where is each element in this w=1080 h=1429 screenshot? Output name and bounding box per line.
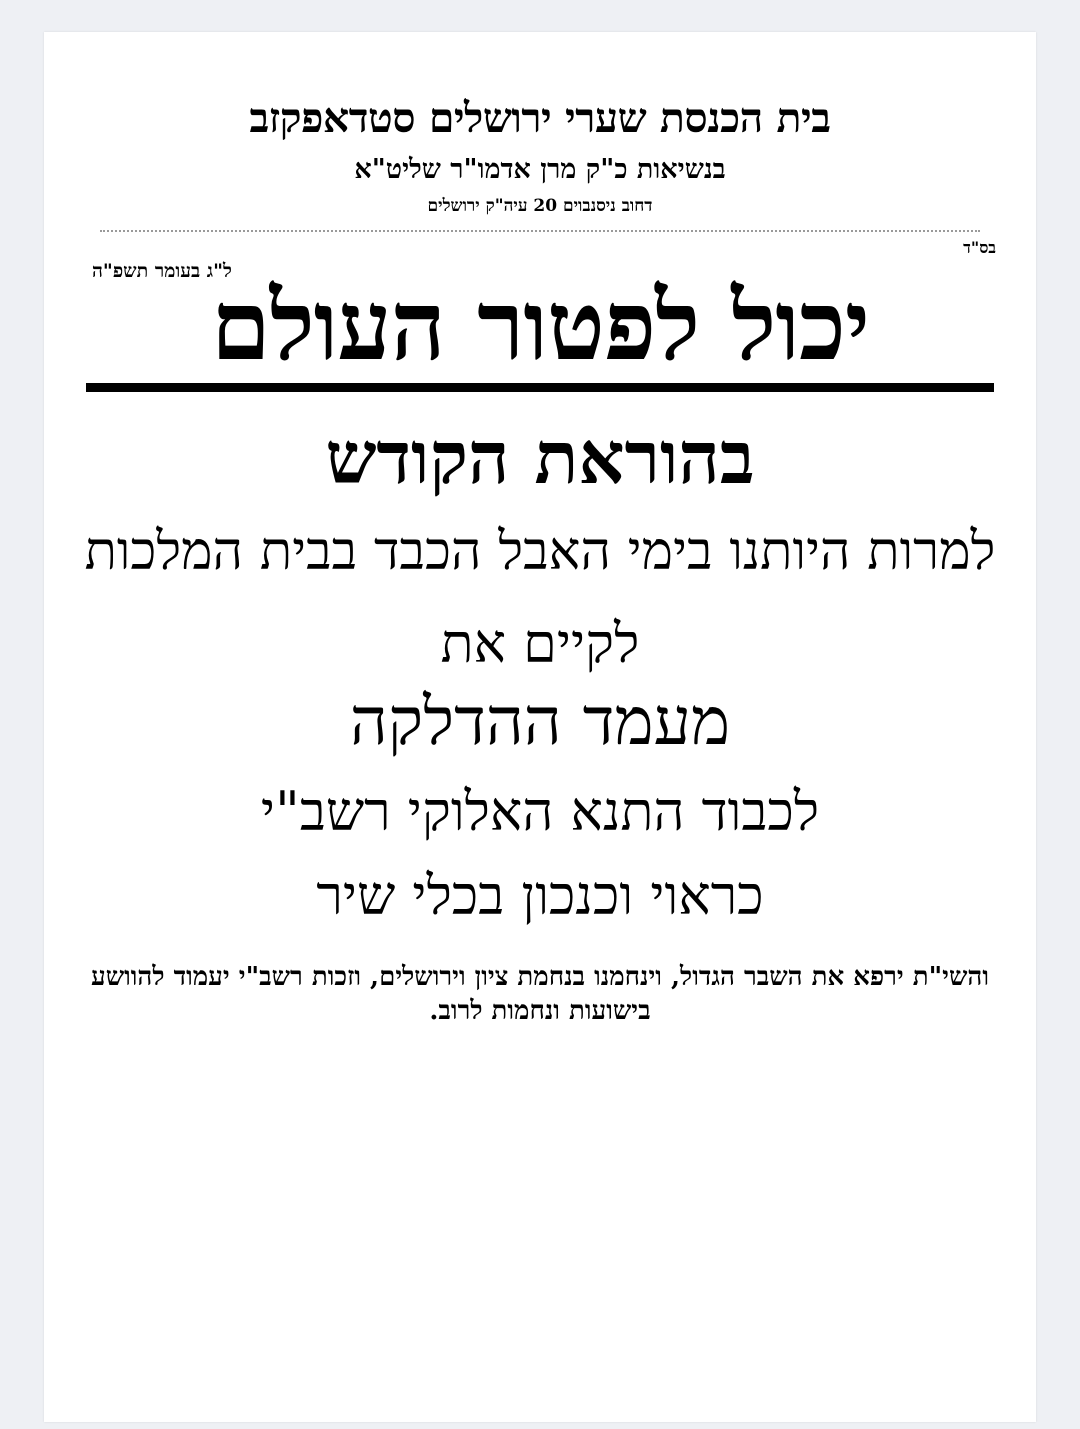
subheadline: בהוראת הקודש	[325, 414, 755, 500]
flyer-page	[44, 32, 1036, 1422]
intro-paragraph: למרות היותנו בימי האבל הכבד בבית המלכות	[84, 520, 996, 582]
headline: יכול לפטור העולם	[210, 269, 870, 383]
event-honor-line: לכבוד התנא האלוקי רשב"י	[260, 780, 820, 844]
closing-blessing: והשי"ת ירפא את השבר הגדול, וינחמנו בנחמת ציון וירושלים, וזכות רשב"י יעמוד להוושע בישועות ונחמות לרוב.	[91, 962, 989, 1027]
synagogue-name: בית הכנסת שערי ירושלים סטדאפקזב	[249, 94, 831, 142]
event-lead-line: לקיים את	[440, 612, 640, 676]
flyer-content	[44, 32, 1036, 1029]
date-label: ל"ג בעומר תשפ"ה	[92, 260, 232, 283]
address-line: דחוב ניסנבוים 20 עיה"ק ירושלים	[427, 195, 653, 216]
event-manner-line: כראוי וכנכון בכלי שיר	[316, 864, 764, 928]
headline-underline	[86, 383, 994, 392]
leadership-line: בנשיאות כ"ק מרן אדמו"ר שליט"א	[354, 154, 726, 186]
header-divider	[100, 230, 980, 232]
event-title: מעמד ההדלקה	[349, 683, 731, 761]
meta-row	[78, 238, 1002, 283]
bsd-label: בס"ד	[963, 238, 996, 258]
